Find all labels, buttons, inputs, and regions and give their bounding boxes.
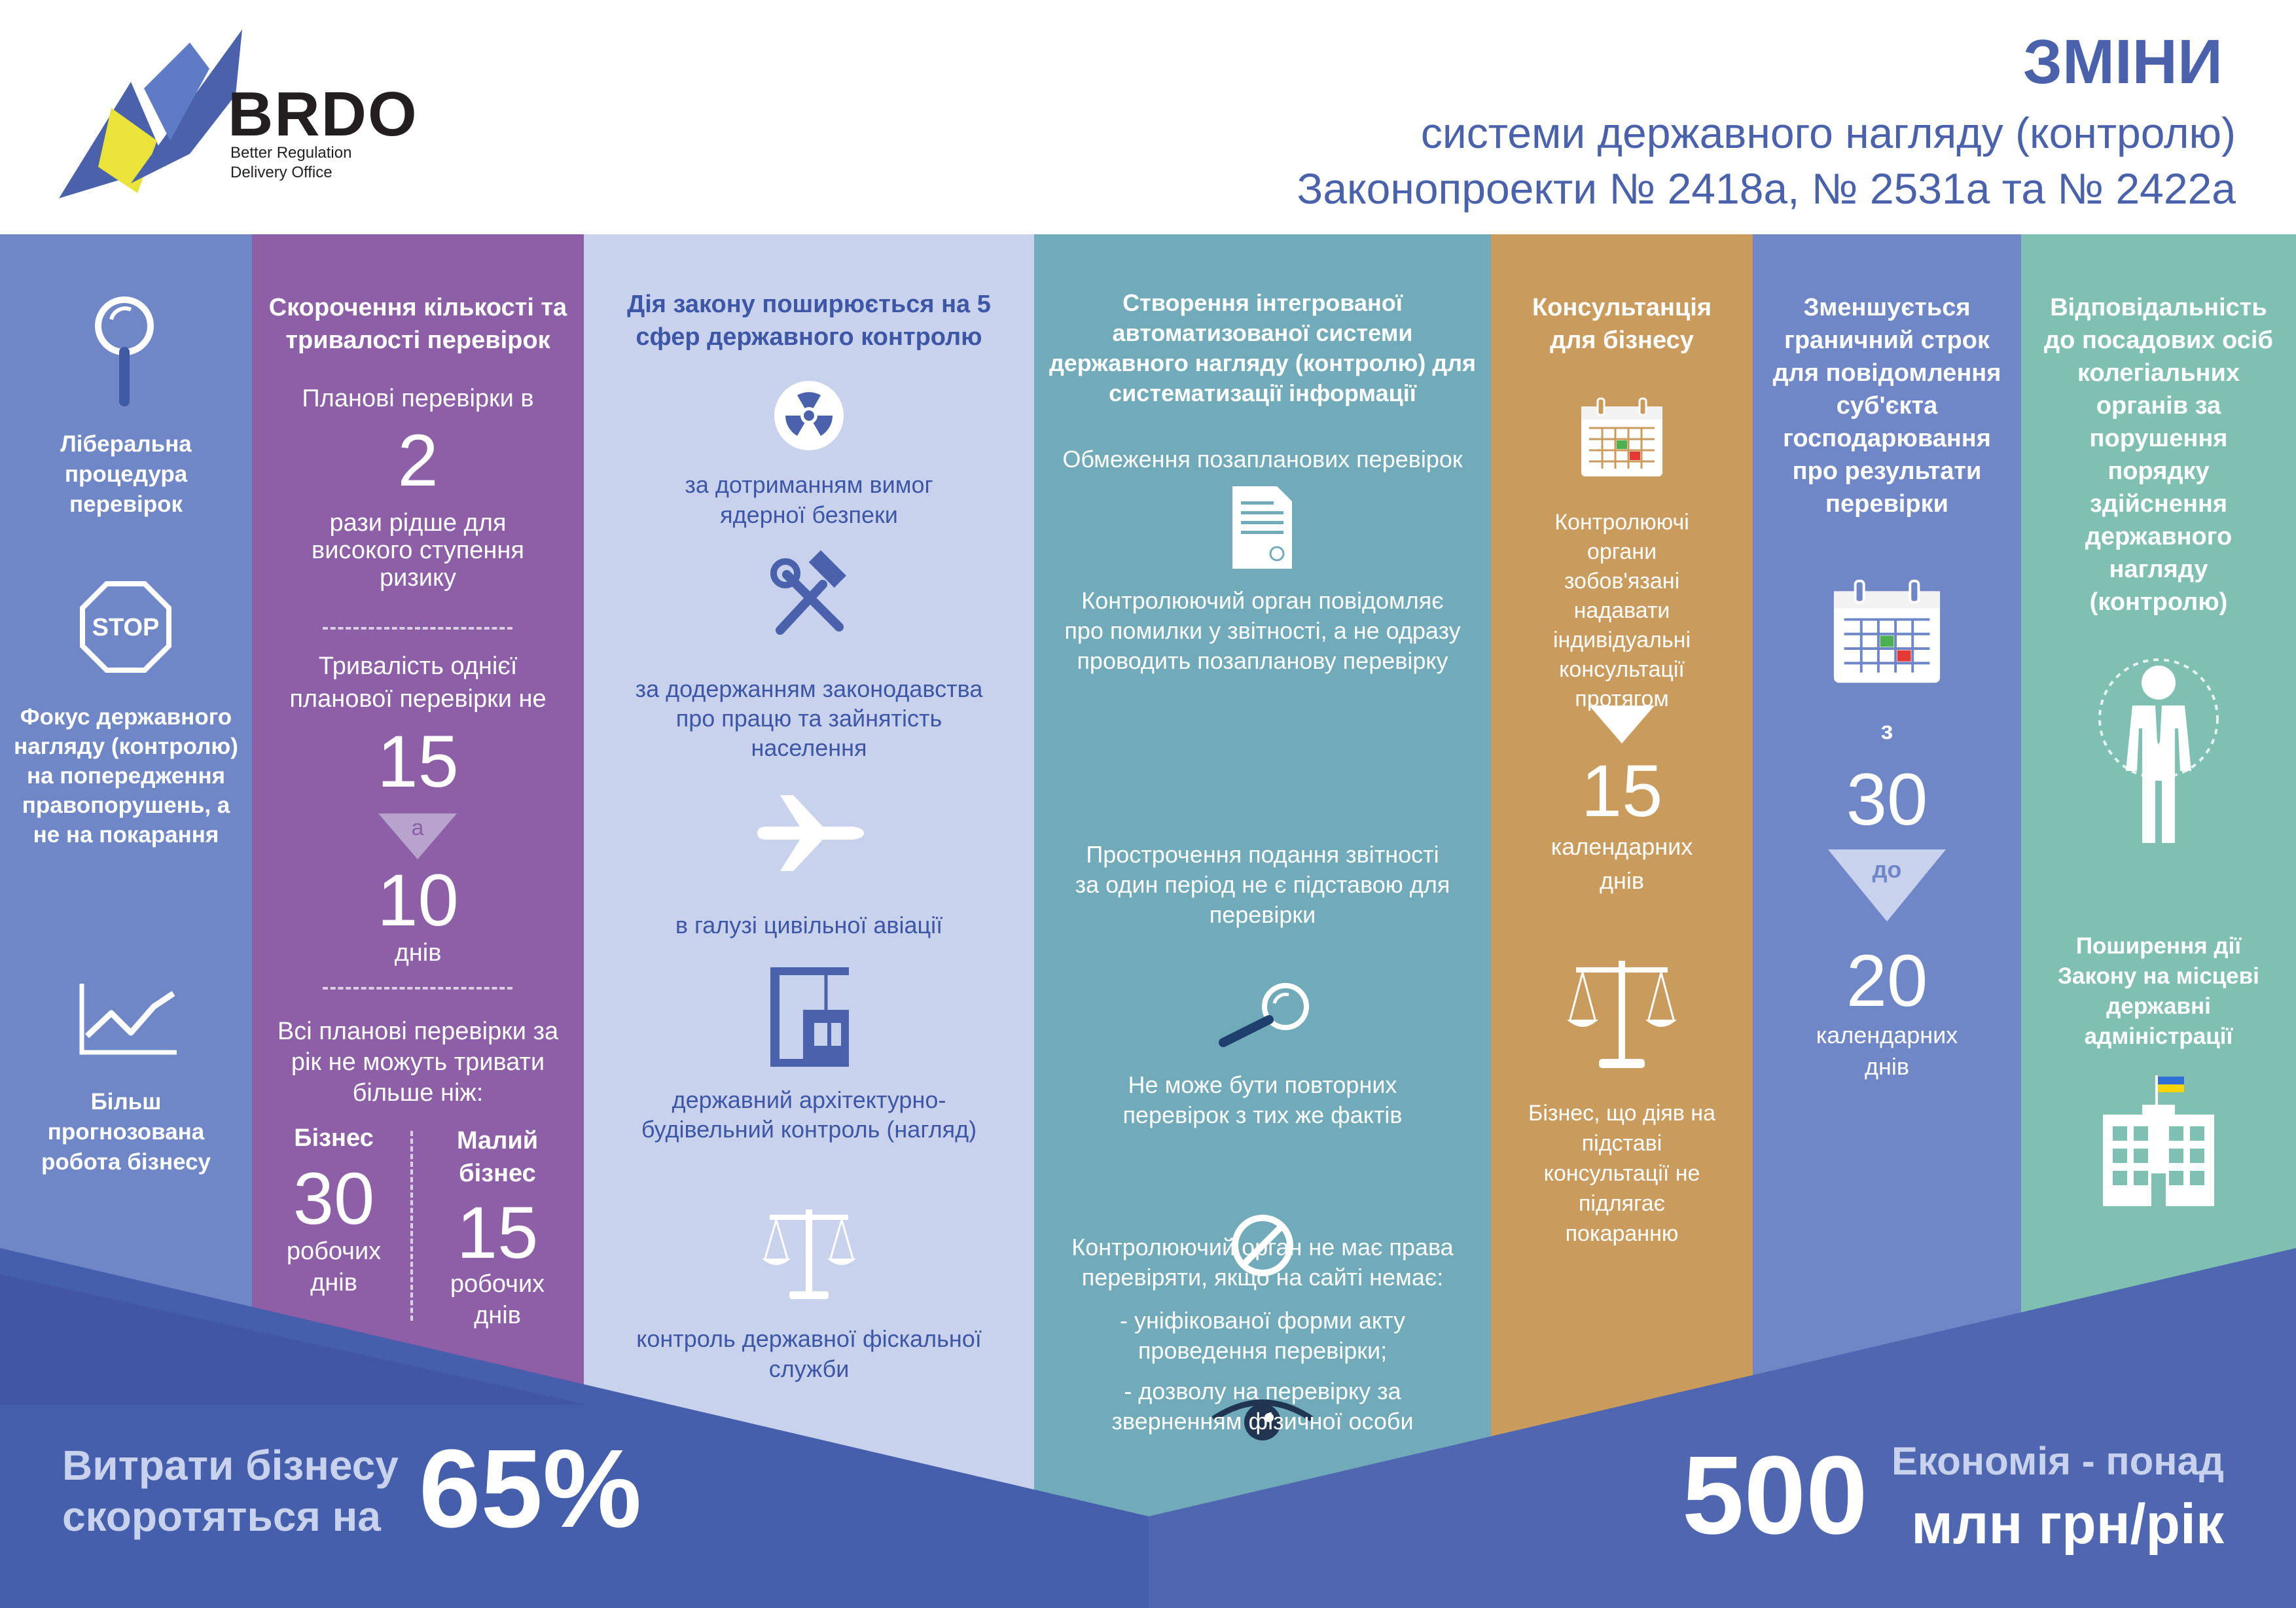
col6-joiner: до <box>1872 856 1902 883</box>
col2-business-value: 30 <box>293 1158 375 1240</box>
stop-sign-label: STOP <box>92 614 160 641</box>
footer-left-value: 65% <box>419 1427 642 1551</box>
col3-item2-text: за додержанням законодавства про працю та зайнятість населення <box>635 675 983 761</box>
logo-line1: Better Regulation <box>230 144 352 162</box>
col3-item1-text: за дотриманням вимог ядерної безпеки <box>685 471 933 528</box>
col2-duration-label: Тривалість однієї планової перевірки не <box>289 652 547 713</box>
col4-heading: Створення інтегрованої автоматизованої системи державного нагляду (контролю) для систематизації інформації <box>1049 289 1477 406</box>
col5-heading: Консультанція для бізнесу <box>1532 294 1712 354</box>
col6-from-label: з <box>1880 717 1893 745</box>
col2-divider-2 <box>323 987 512 990</box>
col2-small-value: 15 <box>456 1192 539 1274</box>
brdo-logo-icon <box>59 29 255 206</box>
col6-unit: календарних днів <box>1816 1022 1958 1080</box>
col2-small-unit: робочих днів <box>450 1270 545 1329</box>
footer-right-line2: млн грн/рік <box>1911 1493 2224 1556</box>
trend-chart-icon <box>75 980 180 1059</box>
col2-business-unit: робочих днів <box>286 1238 382 1296</box>
footer-left-text: Витрати бізнесу скоротяться на <box>62 1442 399 1540</box>
radiation-icon <box>773 380 845 452</box>
col6-from-value: 30 <box>1846 759 1928 840</box>
col2-duration-unit: днів <box>394 939 442 967</box>
col4-subheading: Обмеження позапланових перевірок <box>1062 446 1463 473</box>
col2-duration-joiner: а <box>411 815 424 840</box>
page-subtitle-1: системи державного нагляду (контролю) <box>1420 109 2236 157</box>
col4-list-item1: - уніфікованої форми акту проведення перевірки; <box>1120 1307 1405 1364</box>
logo-name: BRDO <box>228 79 418 149</box>
col3-item3-text: в галузі цивільної авіації <box>675 912 943 938</box>
scales-icon <box>1566 954 1677 1072</box>
page-title: ЗМІНИ <box>2022 27 2223 97</box>
col3-heading: Дія закону поширюється на 5 сфер державного контролю <box>627 291 991 351</box>
airplane-icon <box>754 794 865 872</box>
col7-text2: Поширення дії Закону на місцеві державні адміністрації <box>2058 933 2259 1049</box>
col1-item3-text: Більш прогнозована робота бізнесу <box>41 1089 211 1175</box>
col3-item5-text: контроль державної фіскальної служби <box>636 1325 982 1382</box>
col6-heading: Зменшується граничний строк для повідомлення суб'єкта господарювання про результати перевірки <box>1772 294 2001 518</box>
col4-item4-text: Контролюючий орган не має права перевіряти, якщо на сайті немає: <box>1071 1234 1454 1291</box>
col2-business-label: Бізнес <box>294 1124 374 1152</box>
footer-right-value: 500 <box>1682 1433 1868 1558</box>
col1-item1-text: Ліберальна процедура перевірок <box>60 431 192 517</box>
person-icon <box>2096 656 2221 846</box>
calendar-icon <box>1579 397 1664 478</box>
magnifier-icon <box>85 290 164 408</box>
col4-item1-text: Контролюючий орган повідомляє про помилки у звітності, а не одразу проводить позапланову перевірку <box>1064 587 1461 674</box>
col5-unit: календарних днів <box>1551 833 1693 894</box>
col2-planned-suffix: рази рідше для високого ступення ризику <box>312 509 524 592</box>
logo[interactable] <box>59 29 425 206</box>
col3-item4-text: державний архітектурно-будівельний контроль (нагляд) <box>641 1086 977 1143</box>
col4-item2-text: Прострочення подання звітності за один період не є підставою для перевірки <box>1075 841 1450 928</box>
document-icon <box>1231 485 1293 570</box>
government-building-icon <box>2096 1075 2221 1206</box>
page-subtitle-2: Законопроекти № 2418а, № 2531а та № 2422а <box>1297 164 2236 213</box>
magnifier-icon <box>1217 980 1315 1046</box>
col2-divider-1 <box>323 627 512 630</box>
crane-icon <box>767 964 852 1069</box>
col1-item2-text: Фокус державного нагляду (контролю) на попередження правопорушень, а не на покарання <box>14 704 238 848</box>
hammer-wrench-icon <box>767 555 852 640</box>
col7-heading: Відповідальність до посадових осіб колегіальних органів за порушення порядку здійснення державного нагляду (контролю) <box>2044 294 2273 616</box>
col2-all-label: Всі планові перевірки за рік не можуть тривати більше ніж: <box>277 1018 559 1107</box>
col2-heading: Скорочення кількості та тривалості перевірок <box>268 294 567 354</box>
col2-duration-from: 15 <box>377 721 459 802</box>
col6-to-value: 20 <box>1846 940 1928 1022</box>
col5-arrow <box>1589 706 1655 743</box>
calendar-icon <box>1831 578 1943 686</box>
col2-duration-to: 10 <box>377 859 459 941</box>
footer-right-line1: Економія - понад <box>1892 1439 2224 1483</box>
logo-line2: Delivery Office <box>230 164 332 181</box>
col5-text2: Бізнес, що діяв на підставі консультації не підлягає покаранню <box>1528 1101 1715 1246</box>
col5-value: 15 <box>1581 750 1663 832</box>
col5-text1: Контролюючі органи зобов'язані надавати індивідуальні консультації протягом <box>1552 510 1691 711</box>
col4-list-item2: - дозволу на перевірку за зверненням фізичної особи <box>1111 1378 1414 1435</box>
col2-planned-value: 2 <box>397 420 439 501</box>
col2-small-label: Малий бізнес <box>456 1127 539 1187</box>
col2-planned-label: Планові перевірки в <box>302 385 534 412</box>
col4-item3-text: Не може бути повторних перевірок з тих же фактів <box>1122 1071 1403 1128</box>
